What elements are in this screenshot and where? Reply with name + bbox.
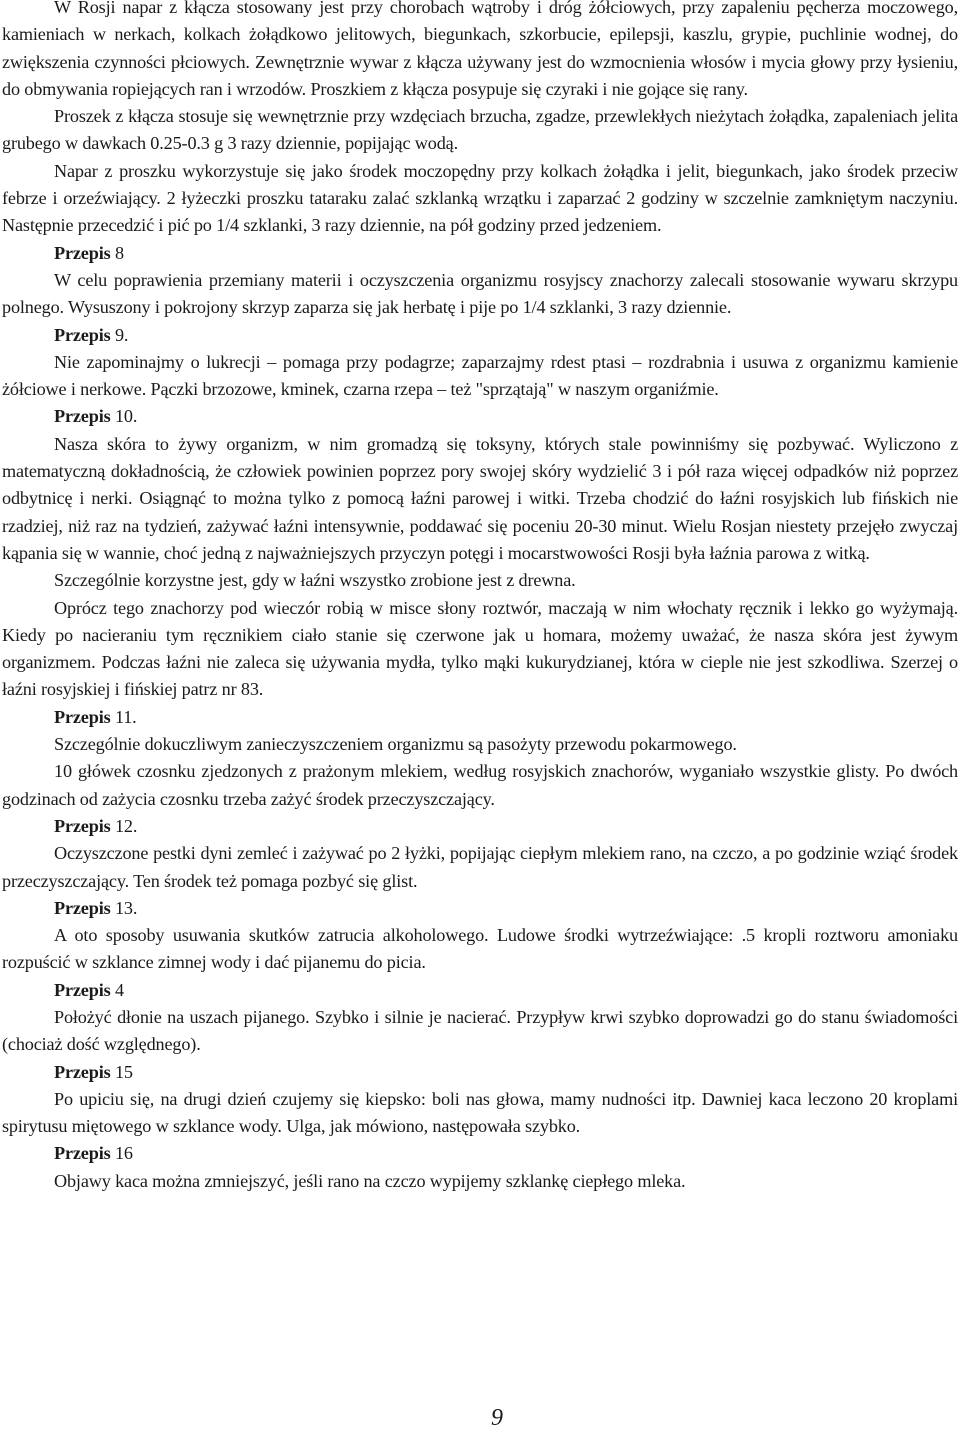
- paragraph: Po upiciu się, na drugi dzień czujemy się kiepsko: boli nas głowa, mamy nudności itp. Dawniej kaca leczono 20 kroplami spirytusu miętowego w szklance wody. Ulga, jak mówiono, następowała szybko.: [2, 1088, 958, 1137]
- paragraph: Położyć dłonie na uszach pijanego. Szybko i silnie je nacierać. Przypływ krwi szybko doprowadzi go do stanu świadomości (chociaż dość względnego).: [2, 1006, 958, 1055]
- recipe-label: Przepis: [54, 815, 111, 836]
- recipe-heading: [2, 403, 958, 430]
- recipe-heading: [2, 813, 958, 840]
- page-number: 9: [491, 1405, 503, 1431]
- recipe-number: 11.: [114, 706, 137, 727]
- paragraph: Nasza skóra to żywy organizm, w nim gromadzą się toksyny, których stale powinniśmy się pozbywać. Wyliczono z matematyczną dokładnością, że człowiek powinien poprzez pory swojej skóry wydzielić 3 i pół raza więcej odpadków niż poprzez odbytnicę i nerki. Osiągnąć to można tylko z pomocą łaźni parowej i witki. Trzeba chodzić do łaźni rosyjskich lub fińskich nie rzadziej, niż raz na tydzień, zażywać łaźni intensywnie, poddawać się poceniu 20-30 minut. Wielu Rosjan niestety przejęło zwyczaj kąpania się w wannie, choć jedną z najważniejszych przyczyn potęgi i mocarstwowości Rosji była łaźnia parowa z witką.: [2, 433, 958, 563]
- recipe-number: 12.: [114, 815, 138, 836]
- recipe-label: Przepis: [54, 979, 111, 1000]
- recipe-label: Przepis: [54, 706, 111, 727]
- paragraph: Oczyszczone pestki dyni zemleć i zażywać po 2 łyżki, popijając ciepłym mlekiem rano, na czczo, a po godzinie wziąć środek przeczyszczający. Ten środek też pomaga pozbyć się glist.: [2, 843, 958, 891]
- recipe-number: 13.: [114, 897, 138, 918]
- recipe-heading: [2, 704, 958, 731]
- recipe-label: Przepis: [54, 242, 111, 263]
- paragraph: W celu poprawienia przemiany materii i oczyszczenia organizmu rosyjscy znachorzy zalecali stosowanie wywaru skrzypu polnego. Wysuszony i pokrojony skrzyp zaparza się jak herbatę i pije po 1/4 szklanki, 3 razy dziennie.: [2, 269, 958, 318]
- recipe-number: 15: [114, 1061, 133, 1082]
- recipe-heading: [2, 895, 958, 922]
- paragraph: Objawy kaca można zmniejszyć, jeśli rano na czczo wypijemy szklankę ciepłego mleka.: [54, 1170, 686, 1191]
- recipe-label: Przepis: [54, 1061, 111, 1082]
- recipe-label: Przepis: [54, 324, 111, 345]
- recipe-number: 8: [114, 242, 124, 263]
- paragraph: Napar z proszku wykorzystuje się jako środek moczopędny przy kolkach żołądka i jelit, biegunkach, jako środek przeciw febrze i orzeźwiający. 2 łyżeczki proszku tataraku zalać szklanką wrzątku i zaparzać 2 godziny w szczelnie zamkniętym naczyniu. Następnie przecedzić i pić po 1/4 szklanki, 3 razy dziennie, na pół godziny przed jedzeniem.: [2, 160, 958, 236]
- paragraph: Szczególnie korzystne jest, gdy w łaźni wszystko zrobione jest z drewna.: [54, 570, 576, 591]
- paragraph: Oprócz tego znachorzy pod wieczór robią w misce słony roztwór, maczają w nim włochaty ręcznik i lekko go wyżymają. Kiedy po nacieraniu tym ręcznikiem ciało stanie się czerwone jak u homara, możemy uważać, że nasza skóra jest żywym organizmem. Podczas łaźni nie zaleca się używania mydła, tylko mąki kukurydzianej, która w cieple nie jest szkodliwa. Szerzej o łaźni rosyjskiej i fińskiej patrz nr 83.: [2, 597, 958, 700]
- recipe-label: Przepis: [54, 897, 111, 918]
- recipe-heading: [2, 322, 958, 349]
- paragraph: W Rosji napar z kłącza stosowany jest przy chorobach wątroby i dróg żółciowych, przy zapaleniu pęcherza moczowego, kamieniach w nerkach, kolkach żołądkowo jelitowych, biegunkach, szkorbucie, epilepsji, kaszlu, grypie, puchlinie wodnej, do zwiększenia czynności płciowych. Zewnętrznie wywar z kłącza używany jest do wzmocnienia włosów i mycia głowy przy łysieniu, do obmywania ropiejących ran i wrzodów. Proszkiem z kłącza posypuje się czyraki i nie gojące się rany.: [2, 0, 958, 99]
- recipe-label: Przepis: [54, 1143, 111, 1164]
- recipe-heading: [2, 1140, 958, 1167]
- paragraph: A oto sposoby usuwania skutków zatrucia alkoholowego. Ludowe środki wytrzeźwiające: .5 kropli roztworu amoniaku rozpuścić w szklance zimnej wody i dać pijanemu do picia.: [2, 925, 958, 973]
- body-text: [2, 0, 958, 1195]
- recipe-label: Przepis: [54, 406, 111, 427]
- recipe-number: 16: [114, 1143, 133, 1164]
- paragraph: Proszek z kłącza stosuje się wewnętrznie przy wzdęciach brzucha, zgadze, przewlekłych nieżytach żołądka, zapaleniach jelita grubego w dawkach 0.25-0.3 g 3 razy dziennie, popijając wodą.: [2, 106, 958, 154]
- paragraph: Szczególnie dokuczliwym zanieczyszczeniem organizmu są pasożyty przewodu pokarmowego.: [54, 734, 737, 755]
- paragraph: Nie zapominajmy o lukrecji – pomaga przy podagrze; zaparzajmy rdest ptasi – rozdrabnia i usuwa z organizmu kamienie żółciowe i nerkowe. Pączki brzozowe, kminek, czarna rzepa – też "sprzątają" w naszym organiźmie.: [2, 351, 958, 400]
- recipe-heading: [2, 240, 958, 267]
- recipe-number: 4: [114, 979, 124, 1000]
- recipe-heading: [2, 977, 958, 1004]
- recipe-number: 9.: [114, 324, 129, 345]
- paragraph: 10 główek czosnku zjedzonych z prażonym mlekiem, według rosyjskich znachorów, wyganiało wszystkie glisty. Po dwóch godzinach od zażycia czosnku trzeba zażyć środek przeczyszczający.: [2, 761, 958, 809]
- recipe-number: 10.: [114, 406, 138, 427]
- recipe-heading: [2, 1059, 958, 1086]
